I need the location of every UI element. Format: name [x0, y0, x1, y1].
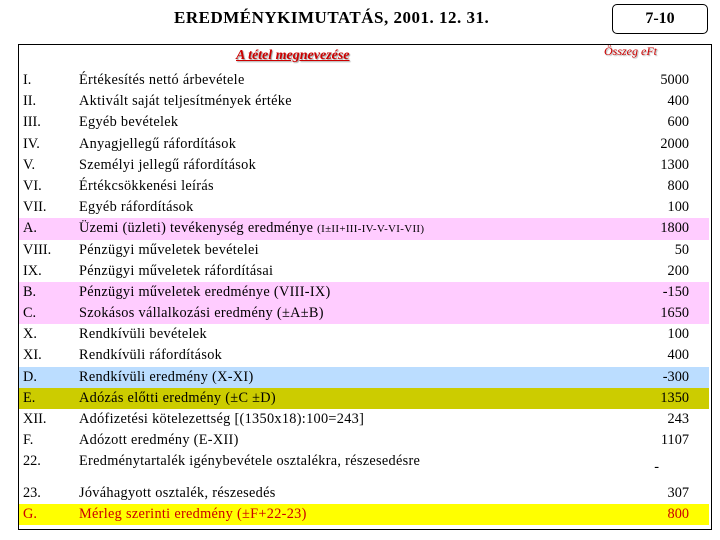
- row-F-subtotal: [19, 430, 709, 451]
- row-amount: 400: [667, 347, 689, 364]
- row-label-text: Üzemi (üzleti) tevékenység eredménye: [79, 220, 314, 237]
- row-amount: 400: [667, 93, 689, 110]
- column-header-item: A tétel megnevezése: [236, 48, 350, 63]
- row-number: III.: [23, 114, 41, 131]
- row-amount: 800: [667, 505, 689, 522]
- row-label: Eredménytartalék igénybevétele osztalékra, részesedésre: [79, 453, 421, 470]
- row-label: Rendkívüli eredmény (X-XI): [79, 368, 254, 385]
- row-label: Anyagjellegű ráfordítások: [79, 135, 237, 152]
- row-label: Rendkívüli ráfordítások: [79, 347, 223, 364]
- row-amount: 1650: [660, 305, 689, 322]
- row-amount: 243: [667, 411, 689, 427]
- row-number: IV.: [23, 135, 40, 152]
- row-B-subtotal: [19, 282, 709, 303]
- row-label: Adózott eredmény (E-XII): [79, 432, 239, 449]
- row-X: [19, 324, 709, 345]
- row-G-total: [19, 504, 709, 525]
- row-number: X.: [23, 326, 37, 343]
- row-amount: -: [654, 459, 659, 476]
- row-number: A.: [23, 220, 37, 237]
- row-C-subtotal: [19, 303, 709, 324]
- row-number: F.: [23, 432, 34, 449]
- row-VII: [19, 197, 709, 218]
- row-amount: 50: [674, 241, 689, 258]
- row-number: E.: [23, 389, 36, 406]
- row-XII: [19, 409, 709, 430]
- row-amount: -300: [662, 368, 689, 385]
- row-label: Pénzügyi műveletek bevételei: [79, 241, 259, 258]
- row-III: [19, 112, 709, 133]
- row-IV: [19, 134, 709, 155]
- row-label: Mérleg szerinti eredmény (±F+22-23): [79, 505, 307, 522]
- row-label: Adózás előtti eredmény (±C ±D): [79, 389, 276, 406]
- row-number: XI.: [23, 347, 42, 364]
- row-amount: 800: [667, 177, 689, 194]
- row-label: Egyéb bevételek: [79, 114, 179, 131]
- row-amount: 200: [667, 262, 689, 279]
- row-label: Értékcsökkenési leírás: [79, 177, 214, 194]
- row-amount: 1300: [660, 156, 689, 173]
- row-amount: 1800: [660, 220, 689, 237]
- row-amount: 1350: [660, 389, 689, 406]
- row-V: [19, 155, 709, 176]
- row-number: V.: [23, 156, 36, 173]
- row-XI: [19, 345, 709, 366]
- row-amount: 5000: [660, 72, 689, 88]
- row-label: Értékesítés nettó árbevétele: [79, 72, 245, 88]
- row-D-subtotal: [19, 367, 709, 388]
- row-number: VII.: [23, 199, 47, 216]
- row-number: 23.: [23, 484, 41, 501]
- row-amount: 1107: [660, 432, 689, 449]
- row-VIII: [19, 240, 709, 261]
- row-II: [19, 91, 709, 112]
- row-label: Rendkívüli bevételek: [79, 326, 207, 343]
- row-E-subtotal: [19, 388, 709, 409]
- row-IX: [19, 261, 709, 282]
- row-spacer: [19, 473, 709, 483]
- row-amount: 100: [667, 199, 689, 216]
- row-number: 22.: [23, 453, 41, 470]
- row-VI: [19, 176, 709, 197]
- row-I: [19, 70, 709, 91]
- row-label: [79, 218, 424, 240]
- column-header-amount: Összeg eFt: [604, 44, 657, 58]
- row-number: VI.: [23, 177, 42, 194]
- row-amount: 600: [667, 114, 689, 131]
- row-label: Aktivált saját teljesítmények értéke: [79, 93, 292, 110]
- row-label: Adófizetési kötelezettség [(1350x18):100=243]: [79, 411, 365, 427]
- row-number: VIII.: [23, 241, 52, 258]
- row-amount: 307: [667, 484, 689, 501]
- row-number: B.: [23, 283, 37, 300]
- row-label: Egyéb ráfordítások: [79, 199, 194, 216]
- slide-number-badge: 7-10: [612, 4, 708, 34]
- row-number: C.: [23, 305, 37, 322]
- row-22: [19, 451, 709, 476]
- row-23: [19, 483, 709, 504]
- row-label: Pénzügyi műveletek eredménye (VIII-IX): [79, 283, 331, 300]
- row-number: G.: [23, 505, 37, 522]
- row-amount: -150: [662, 283, 689, 300]
- row-formula-note: (I±II+III-IV-V-VI-VII): [317, 223, 425, 236]
- row-number: D.: [23, 368, 37, 385]
- row-A-subtotal: [19, 218, 709, 239]
- row-label: Pénzügyi műveletek ráfordításai: [79, 262, 274, 279]
- row-number: IX.: [23, 262, 42, 279]
- row-label: Személyi jellegű ráfordítások: [79, 156, 257, 173]
- row-amount: 2000: [660, 135, 689, 152]
- row-label: Jóváhagyott osztalék, részesedés: [79, 484, 276, 501]
- statement-rows: [19, 70, 709, 525]
- row-number: II.: [23, 93, 37, 110]
- row-amount: 100: [667, 326, 689, 343]
- row-number: I.: [23, 72, 32, 88]
- row-number: XII.: [23, 411, 47, 427]
- page-title: EREDMÉNYKIMUTATÁS, 2001. 12. 31.: [174, 8, 490, 27]
- row-label: Szokásos vállalkozási eredmény (±A±B): [79, 305, 324, 322]
